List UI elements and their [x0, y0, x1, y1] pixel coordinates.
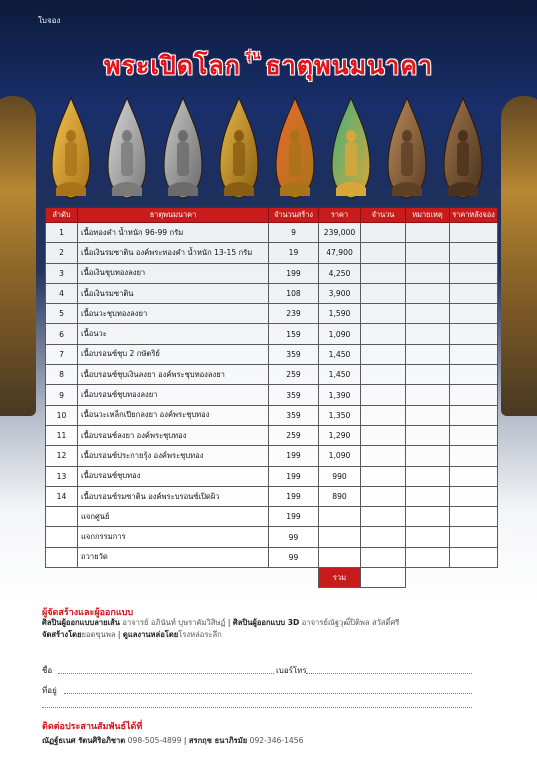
row-number-cell: 10	[46, 405, 78, 425]
table-row	[46, 466, 498, 486]
organizer-label: จัดสร้างโดย	[42, 629, 82, 639]
amulet-image	[104, 96, 150, 200]
column-header: ธาตุพนมนาคา	[78, 208, 269, 223]
amulet-image	[48, 96, 94, 200]
remark-cell[interactable]	[406, 263, 450, 283]
final-price-cell[interactable]	[450, 486, 498, 506]
table-row	[46, 283, 498, 303]
column-header: จำนวนสร้าง	[269, 208, 319, 223]
final-price-cell[interactable]	[450, 243, 498, 263]
final-price-cell[interactable]	[450, 324, 498, 344]
price-cell: 1,090	[319, 446, 361, 466]
quantity-made-cell: 19	[269, 243, 319, 263]
item-name-cell: เนื้อเงินรมซาติน	[78, 283, 269, 303]
column-header: จำนวน	[361, 208, 406, 223]
total-value-cell[interactable]	[361, 568, 406, 588]
final-price-cell[interactable]	[450, 425, 498, 445]
row-number-cell: 8	[46, 365, 78, 385]
caster-name: โรงหล่อระลึก	[178, 629, 222, 639]
table-row	[46, 365, 498, 385]
contact1-name: ณัฏฐ์ธเนศ รัตนศิริอภิชาต	[42, 736, 126, 745]
order-quantity-cell[interactable]	[361, 507, 406, 527]
item-name-cell: เนื้อเงินชุบทองลงยา	[78, 263, 269, 283]
contact1-phone: 098-505-4899	[127, 736, 182, 745]
contact-title: ติดต่อประสานสัมพันธ์ได้ที่	[42, 722, 143, 732]
table-row	[46, 527, 498, 547]
total-label: รวม	[319, 568, 361, 588]
remark-cell[interactable]	[406, 283, 450, 303]
remark-cell[interactable]	[406, 365, 450, 385]
price-cell: 1,450	[319, 365, 361, 385]
empty-cell	[450, 568, 498, 588]
final-price-cell[interactable]	[450, 385, 498, 405]
row-number-cell: 4	[46, 283, 78, 303]
row-number-cell: 1	[46, 223, 78, 243]
quantity-made-cell: 199	[269, 446, 319, 466]
order-quantity-cell[interactable]	[361, 304, 406, 324]
price-cell: 1,390	[319, 385, 361, 405]
artist-name: อาจารย์ อภินันท์ บุษราคัมวิสิษฏ์	[122, 618, 226, 627]
address-field-line2[interactable]	[42, 707, 472, 708]
empty-cell	[269, 568, 319, 588]
quantity-made-cell: 108	[269, 283, 319, 303]
amulet-image	[216, 96, 262, 200]
row-number-cell: 11	[46, 425, 78, 445]
phone-field-label: เบอร์โทร	[276, 666, 307, 675]
price-cell: 47,900	[319, 243, 361, 263]
title-main: พระเปิดโลก	[103, 51, 241, 80]
table-row	[46, 486, 498, 506]
table-row	[46, 324, 498, 344]
price-cell	[319, 527, 361, 547]
quantity-made-cell: 359	[269, 405, 319, 425]
order-quantity-cell[interactable]	[361, 446, 406, 466]
amulet-lineup-image	[48, 96, 494, 200]
caster-label: ดูแลงานหล่อโดย	[122, 629, 179, 639]
item-name-cell: เนื้อบรอนซ์ชุบทอง	[78, 466, 269, 486]
remark-cell[interactable]	[406, 344, 450, 364]
quantity-made-cell: 239	[269, 304, 319, 324]
contact-section	[42, 719, 502, 747]
order-quantity-cell[interactable]	[361, 486, 406, 506]
remark-cell[interactable]	[406, 243, 450, 263]
final-price-cell[interactable]	[450, 466, 498, 486]
final-price-cell[interactable]	[450, 507, 498, 527]
price-cell: 890	[319, 486, 361, 506]
remark-cell[interactable]	[406, 527, 450, 547]
buddha-statue-image-left	[0, 96, 36, 416]
item-name-cell: เนื้อบรอนซ์ชุบเงินลงยา องค์พระชุบทองลงยา	[78, 365, 269, 385]
remark-cell[interactable]	[406, 466, 450, 486]
table-row	[46, 507, 498, 527]
table-row	[46, 223, 498, 243]
quantity-made-cell: 199	[269, 486, 319, 506]
remark-cell[interactable]	[406, 324, 450, 344]
page-title	[0, 46, 537, 86]
order-quantity-cell[interactable]	[361, 223, 406, 243]
quantity-made-cell: 9	[269, 223, 319, 243]
item-name-cell: เนื้อบรอนซ์ชุบทองลงยา	[78, 385, 269, 405]
remark-cell[interactable]	[406, 425, 450, 445]
contact2-name: สรกฤช ธนาภิรมัย	[188, 736, 248, 745]
contact-line: ณัฏฐ์ธเนศ รัตนศิริอภิชาต 098-505-4899 | สรกฤช ธนาภิรมัย 092-346-1456	[42, 736, 304, 745]
final-price-cell[interactable]	[450, 283, 498, 303]
table-row	[46, 425, 498, 445]
quantity-made-cell: 99	[269, 527, 319, 547]
table-row	[46, 446, 498, 466]
order-quantity-cell[interactable]	[361, 385, 406, 405]
final-price-cell[interactable]	[450, 446, 498, 466]
row-number-cell: 5	[46, 304, 78, 324]
item-name-cell: เนื้อบรอนซ์ลงยา องค์พระชุบทอง	[78, 425, 269, 445]
table-header-row	[46, 208, 498, 223]
price-cell: 4,250	[319, 263, 361, 283]
item-name-cell: ถวายวัด	[78, 547, 269, 567]
sheet-label: ใบจอง	[38, 16, 61, 25]
designer-credits: ศิลปินผู้ออกแบบลายเส้น อาจารย์ อภินันท์ บุษราคัมวิสิษฏ์ | ศิลปินผู้ออกแบบ 3D อาจารย์ณัฐวุฒิ์ปิติพล สวัสดิ์ศรี	[42, 618, 400, 627]
remark-cell[interactable]	[406, 446, 450, 466]
table-row	[46, 243, 498, 263]
remark-cell[interactable]	[406, 486, 450, 506]
remark-cell[interactable]	[406, 385, 450, 405]
contact2-phone: 092-346-1456	[249, 736, 304, 745]
row-number-cell	[46, 527, 78, 547]
organizer-name: ยอดขุนพล	[81, 629, 116, 639]
footer-section	[42, 605, 502, 640]
row-number-cell: 2	[46, 243, 78, 263]
row-number-cell	[46, 507, 78, 527]
item-name-cell: เนื้อทองคำ น้ำหนัก 96-99 กรัม	[78, 223, 269, 243]
final-price-cell[interactable]	[450, 344, 498, 364]
price-cell	[319, 547, 361, 567]
quantity-made-cell: 99	[269, 547, 319, 567]
row-number-cell	[46, 547, 78, 567]
price-cell: 1,290	[319, 425, 361, 445]
order-quantity-cell[interactable]	[361, 344, 406, 364]
buddha-statue-image-right	[501, 96, 537, 416]
order-table	[45, 207, 497, 588]
row-number-cell: 14	[46, 486, 78, 506]
order-quantity-cell[interactable]	[361, 405, 406, 425]
row-number-cell: 7	[46, 344, 78, 364]
amulet-image	[328, 96, 374, 200]
order-quantity-cell[interactable]	[361, 547, 406, 567]
price-cell: 1,350	[319, 405, 361, 425]
title-connector: รุ่น	[244, 48, 262, 62]
item-name-cell: เนื้อบรอนซ์ประกายรุ้ง องค์พระชุบทอง	[78, 446, 269, 466]
empty-cell	[46, 568, 78, 588]
price-cell: 239,000	[319, 223, 361, 243]
price-cell: 990	[319, 466, 361, 486]
empty-cell	[78, 568, 269, 588]
column-header: ราคาหลังจอง	[450, 208, 498, 223]
order-quantity-cell[interactable]	[361, 527, 406, 547]
table-row	[46, 405, 498, 425]
remark-cell[interactable]	[406, 304, 450, 324]
item-name-cell: แจกกรรมการ	[78, 527, 269, 547]
price-cell	[319, 507, 361, 527]
order-quantity-cell[interactable]	[361, 425, 406, 445]
item-name-cell: แจกศูนย์	[78, 507, 269, 527]
final-price-cell[interactable]	[450, 223, 498, 243]
final-price-cell[interactable]	[450, 547, 498, 567]
column-header: หมายเหตุ	[406, 208, 450, 223]
order-quantity-cell[interactable]	[361, 283, 406, 303]
final-price-cell[interactable]	[450, 527, 498, 547]
item-name-cell: เนื้อนวะชุบทองลงยา	[78, 304, 269, 324]
quantity-made-cell: 259	[269, 365, 319, 385]
final-price-cell[interactable]	[450, 304, 498, 324]
address-field[interactable]	[64, 693, 472, 694]
quantity-made-cell: 359	[269, 344, 319, 364]
price-cell: 1,590	[319, 304, 361, 324]
price-cell: 3,900	[319, 283, 361, 303]
item-name-cell: เนื้อนวะ	[78, 324, 269, 344]
item-name-cell: เนื้อบรอนซ์รมซาติน องค์พระบรอนซ์เปิดผิว	[78, 486, 269, 506]
final-price-cell[interactable]	[450, 405, 498, 425]
final-price-cell[interactable]	[450, 365, 498, 385]
remark-cell[interactable]	[406, 547, 450, 567]
item-name-cell: เนื้อบรอนซ์ชุบ 2 กษัตริย์	[78, 344, 269, 364]
order-quantity-cell[interactable]	[361, 263, 406, 283]
amulet-image	[272, 96, 318, 200]
price-cell: 1,450	[319, 344, 361, 364]
row-number-cell: 12	[46, 446, 78, 466]
quantity-made-cell: 199	[269, 507, 319, 527]
amulet-image	[160, 96, 206, 200]
table-row	[46, 344, 498, 364]
order-quantity-cell[interactable]	[361, 365, 406, 385]
total-row	[46, 568, 498, 588]
organizer-credits: จัดสร้างโดยยอดขุนพล | ดูแลงานหล่อโดยโรงหล่อระลึก	[42, 629, 222, 639]
artist3d-label: ศิลปินผู้ออกแบบ 3D	[232, 618, 300, 627]
table-row	[46, 547, 498, 567]
quantity-made-cell: 259	[269, 425, 319, 445]
name-field[interactable]	[58, 673, 274, 674]
row-number-cell: 9	[46, 385, 78, 405]
creators-title: ผู้จัดสร้างและผู้ออกแบบ	[42, 608, 134, 618]
row-number-cell: 6	[46, 324, 78, 344]
empty-cell	[406, 568, 450, 588]
row-number-cell: 13	[46, 466, 78, 486]
order-quantity-cell[interactable]	[361, 243, 406, 263]
order-quantity-cell[interactable]	[361, 466, 406, 486]
row-number-cell: 3	[46, 263, 78, 283]
name-field-label: ชื่อ	[42, 666, 53, 675]
remark-cell[interactable]	[406, 405, 450, 425]
table-row	[46, 304, 498, 324]
table-row	[46, 263, 498, 283]
remark-cell[interactable]	[406, 223, 450, 243]
item-name-cell: เนื้อนวะเหล็กเปียกลงยา องค์พระชุบทอง	[78, 405, 269, 425]
quantity-made-cell: 359	[269, 385, 319, 405]
column-header: ลำดับ	[46, 208, 78, 223]
artist3d-name: อาจารย์ณัฐวุฒิ์ปิติพล สวัสดิ์ศรี	[301, 618, 400, 627]
quantity-made-cell: 159	[269, 324, 319, 344]
amulet-image	[440, 96, 486, 200]
artist-label: ศิลปินผู้ออกแบบลายเส้น	[42, 618, 120, 627]
address-field-label: ที่อยู่	[42, 686, 57, 695]
title-series: ธาตุพนมนาคา	[265, 51, 433, 80]
final-price-cell[interactable]	[450, 263, 498, 283]
phone-field[interactable]	[306, 673, 472, 674]
table-row	[46, 385, 498, 405]
amulet-image	[384, 96, 430, 200]
remark-cell[interactable]	[406, 507, 450, 527]
column-header: ราคา	[319, 208, 361, 223]
item-name-cell: เนื้อเงินรมซาติน องค์พระทองคำ น้ำหนัก 13-15 กรัม	[78, 243, 269, 263]
quantity-made-cell: 199	[269, 263, 319, 283]
quantity-made-cell: 199	[269, 466, 319, 486]
order-quantity-cell[interactable]	[361, 324, 406, 344]
price-cell: 1,090	[319, 324, 361, 344]
